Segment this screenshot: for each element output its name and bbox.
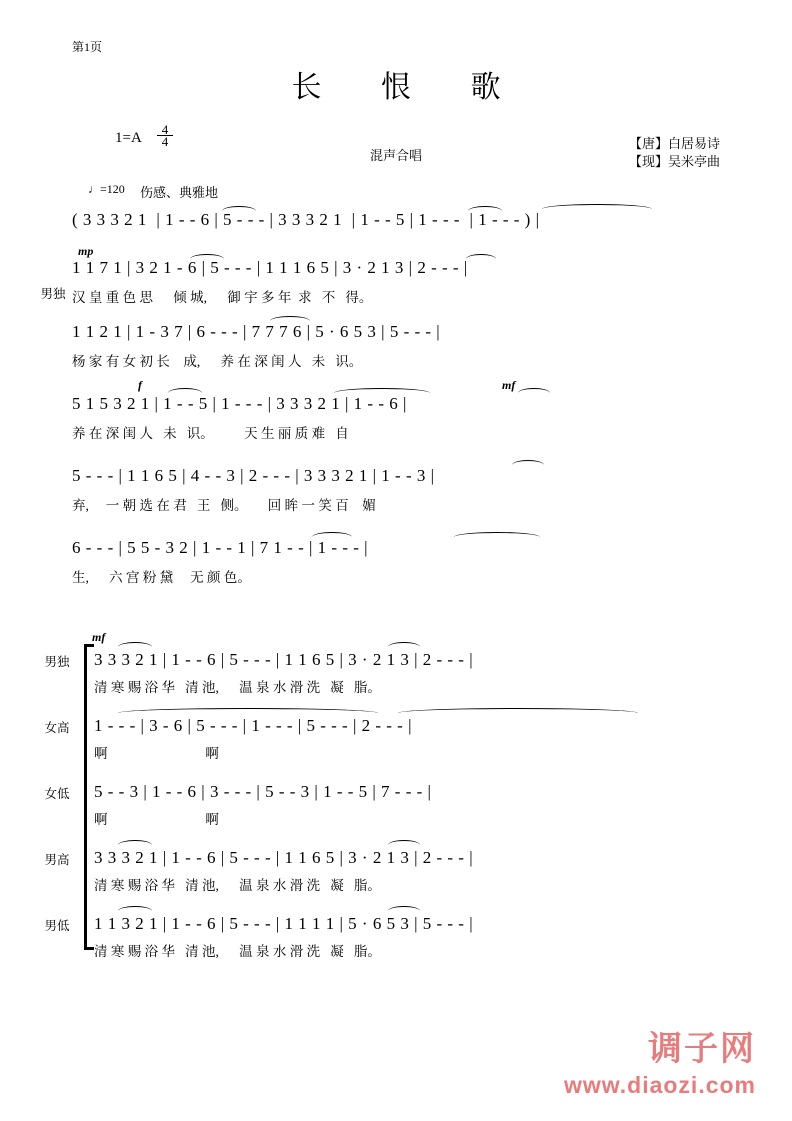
watermark-url: www.diaozi.com bbox=[563, 1072, 756, 1098]
slur-mark bbox=[466, 254, 496, 264]
dynamic-mark: mf bbox=[502, 378, 516, 392]
time-signature-numerator: 4 bbox=[161, 122, 169, 137]
key-signature: 1=A bbox=[115, 130, 142, 146]
page-title: 长 恨 歌 bbox=[291, 71, 527, 104]
part-label-bass: 男低 bbox=[44, 919, 70, 933]
notes-line: 5 1 5 3 2 1 | 1 - - 5 | 1 - - - | 3 3 3 2 1 | 1 - - 6 | bbox=[72, 394, 407, 413]
staff-row bbox=[44, 650, 720, 716]
slur-mark bbox=[518, 388, 550, 398]
lyrics-line: 生, 六 宫 粉 黛 无 颜 色。 bbox=[72, 570, 251, 585]
notes-line: 3 3 3 2 1 | 1 - - 6 | 5 - - - | 1 1 6 5 | 3 · 2 1 3 | 2 - - - | bbox=[94, 848, 474, 867]
lyrics-line: 弃, 一 朝 选 在 君 王 侧。 回 眸 一 笑 百 媚 bbox=[72, 498, 376, 513]
time-signature-denominator: 4 bbox=[157, 135, 173, 147]
part-label-male-solo: 男独 bbox=[44, 655, 70, 669]
credit-composer: 【现】吴米亭曲 bbox=[628, 154, 720, 169]
tempo-marking: ♩=120 bbox=[88, 182, 125, 196]
slur-mark bbox=[398, 708, 638, 718]
part-label-tenor: 男高 bbox=[44, 853, 70, 867]
lyrics-line: 汉 皇 重 色 思 倾 城, 御 宇 多 年 求 不 得。 bbox=[72, 290, 373, 305]
lyrics-line: 清 寒 赐 浴 华 清 池, 温 泉 水 滑 洗 凝 脂。 bbox=[94, 680, 381, 695]
notes-line: ( 3 3 3 2 1 | 1 - - 6 | 5 - - - | 3 3 3 2 1 | 1 - - 5 | 1 - - - | 1 - - - ) | bbox=[72, 210, 540, 229]
dynamic-mark: mp bbox=[78, 244, 94, 258]
slur-mark bbox=[512, 460, 544, 470]
lyrics-line: 啊 啊 bbox=[94, 746, 219, 761]
part-label-male-solo: 男独 bbox=[40, 287, 66, 301]
staff-row bbox=[72, 210, 720, 244]
subtitle: 混声合唱 bbox=[369, 148, 422, 163]
lyrics-line: 杨 家 有 女 初 长 成, 养 在 深 闺 人 未 识。 bbox=[72, 354, 363, 369]
notes-line: 1 1 2 1 | 1 - 3 7 | 6 - - - | 7 7 7 6 | 5 · 6 5 3 | 5 - - - | bbox=[72, 322, 441, 341]
staff-row bbox=[72, 378, 720, 466]
time-signature bbox=[157, 124, 173, 147]
lyrics-line: 养 在 深 闺 人 未 识。 天 生 丽 质 难 自 bbox=[72, 426, 349, 441]
staff-row bbox=[72, 466, 720, 538]
system-intro bbox=[72, 210, 720, 244]
part-label-soprano: 女高 bbox=[44, 721, 70, 735]
lyrics-line: 清 寒 赐 浴 华 清 池, 温 泉 水 滑 洗 凝 脂。 bbox=[94, 878, 381, 893]
slur-mark bbox=[454, 532, 540, 542]
notes-line: 1 - - - | 3 - 6 | 5 - - - | 1 - - - | 5 - - - | 2 - - - | bbox=[94, 716, 412, 735]
credits bbox=[629, 135, 720, 171]
part-label-alto: 女低 bbox=[44, 787, 70, 801]
dynamic-mark: mf bbox=[92, 630, 106, 644]
system-chorus bbox=[44, 630, 720, 980]
notes-line: 3 3 3 2 1 | 1 - - 6 | 5 - - - | 1 1 6 5 | 3 · 2 1 3 | 2 - - - | bbox=[94, 650, 474, 669]
staff-row bbox=[72, 538, 720, 608]
expression-marking: 伤感、典雅地 bbox=[140, 185, 219, 200]
notes-line: 6 - - - | 5 5 - 3 2 | 1 - - 1 | 7 1 - - | 1 - - - | bbox=[72, 538, 369, 557]
notes-line: 1 1 7 1 | 3 2 1 - 6 | 5 - - - | 1 1 1 6 5 | 3 · 2 1 3 | 2 - - - | bbox=[72, 258, 468, 277]
watermark bbox=[564, 1021, 756, 1099]
notes-line: 5 - - - | 1 1 6 5 | 4 - - 3 | 2 - - - | 3 3 3 2 1 | 1 - - 3 | bbox=[72, 466, 435, 485]
staff-row bbox=[44, 848, 720, 914]
staff-row bbox=[40, 244, 720, 322]
system-verse-1 bbox=[40, 244, 720, 608]
notes-line: 1 1 3 2 1 | 1 - - 6 | 5 - - - | 1 1 1 1 | 5 · 6 5 3 | 5 - - - | bbox=[94, 914, 474, 933]
slur-mark bbox=[542, 204, 652, 214]
lyrics-line: 清 寒 赐 浴 华 清 池, 温 泉 水 滑 洗 凝 脂。 bbox=[94, 944, 381, 959]
notes-line: 5 - - 3 | 1 - - 6 | 3 - - - | 5 - - 3 | 1 - - 5 | 7 - - - | bbox=[94, 782, 432, 801]
staff-row bbox=[72, 322, 720, 394]
watermark-site-name: 调子网 bbox=[648, 1030, 756, 1068]
staff-row bbox=[44, 782, 720, 848]
lyrics-line: 啊 啊 bbox=[94, 812, 219, 827]
staff-row bbox=[44, 914, 720, 980]
staff-row bbox=[44, 716, 720, 782]
dynamic-mark: f bbox=[138, 378, 142, 392]
credit-lyricist: 【唐】白居易诗 bbox=[628, 136, 720, 151]
page-number: 第1页 bbox=[72, 40, 103, 54]
